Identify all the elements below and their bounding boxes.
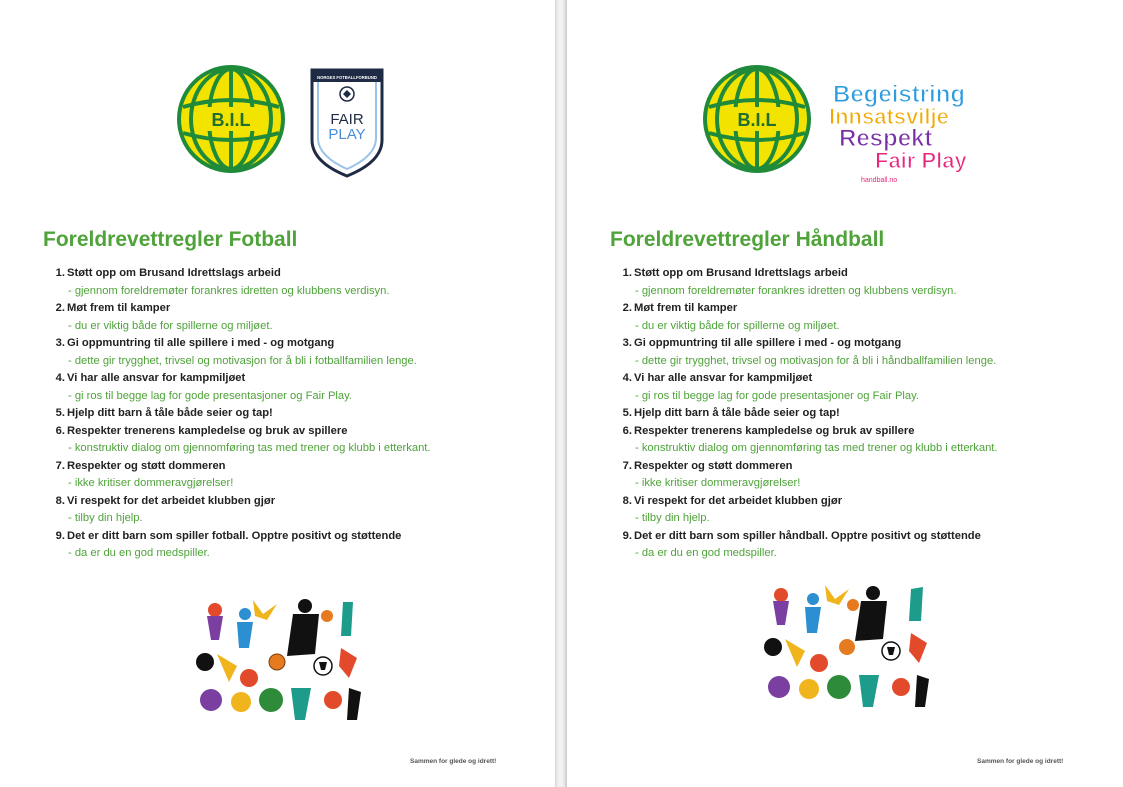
- rule-item: [619, 300, 1119, 335]
- handball-word-respekt: Respekt: [839, 125, 933, 152]
- rules-list: [52, 265, 552, 563]
- sports-collage-illustration: [193, 596, 363, 720]
- page-gutter: [555, 0, 567, 787]
- rule-number: 1.: [55, 267, 65, 279]
- handball-values-logo: [827, 80, 1007, 184]
- rule-number: 9.: [55, 529, 65, 542]
- rule-number: 1.: [622, 267, 632, 279]
- rule-heading: Gi oppmuntring til alle spillere i med - og motgang: [634, 337, 902, 349]
- rule-detail: - du er viktig både for spillerne og miljøet.: [635, 319, 840, 332]
- rule-detail: - gjennom foreldremøter forankres idretten og klubbens verdisyn.: [635, 284, 957, 297]
- rule-item: [52, 335, 552, 370]
- bil-logo-text: B.I.L: [211, 110, 251, 130]
- rule-heading: Hjelp ditt barn å tåle både seier og tap!: [67, 407, 273, 419]
- rule-detail: - ikke kritiser dommeravgjørelser!: [68, 477, 234, 489]
- rule-heading: Respekter trenerens kampledelse og bruk av spillere: [67, 424, 348, 437]
- rule-detail: - tilby din hjelp.: [68, 512, 143, 524]
- rule-item: [52, 405, 552, 423]
- rule-heading: Respekter trenerens kampledelse og bruk av spillere: [634, 424, 915, 437]
- rule-item: [619, 405, 1119, 423]
- page-handball: [567, 0, 1123, 787]
- rule-number: 6.: [622, 424, 632, 437]
- rule-item: [619, 493, 1119, 528]
- rule-number: 2.: [55, 302, 65, 314]
- rule-heading: Vi har alle ansvar for kampmiljøet: [634, 372, 813, 384]
- rule-detail: - dette gir trygghet, trivsel og motivasjon for å bli i håndballfamilien lenge.: [635, 354, 997, 367]
- rule-detail: - da er du en god medspiller.: [68, 547, 210, 559]
- rule-heading: Vi respekt for det arbeidet klubben gjør: [634, 494, 843, 507]
- footer-slogan: Sammen for glede og idrett!: [410, 758, 497, 765]
- page-title: Foreldrevettregler Håndball: [610, 228, 885, 251]
- sports-collage-illustration: [763, 583, 933, 707]
- rule-number: 5.: [622, 407, 632, 419]
- rule-detail: - tilby din hjelp.: [635, 512, 710, 524]
- fair-play-word-play: PLAY: [328, 126, 366, 143]
- rule-number: 6.: [55, 424, 65, 437]
- rule-heading: Det er ditt barn som spiller fotball. Opptre positivt og støttende: [67, 529, 402, 542]
- rule-item: [52, 265, 552, 300]
- rule-number: 7.: [55, 459, 65, 472]
- rule-item: [52, 423, 552, 458]
- rule-heading: Møt frem til kamper: [634, 302, 738, 314]
- fair-play-word-fair: FAIR: [330, 111, 364, 128]
- rule-item: [52, 493, 552, 528]
- rule-item: [619, 528, 1119, 563]
- rule-number: 4.: [622, 372, 632, 384]
- bil-logo-text: B.I.L: [737, 110, 777, 130]
- handball-word-begeistring: Begeistring: [833, 81, 966, 108]
- handball-site: handball.no: [861, 177, 898, 184]
- rule-item: [52, 370, 552, 405]
- rule-detail: - dette gir trygghet, trivsel og motivasjon for å bli i fotballfamilien lenge.: [68, 354, 417, 367]
- rule-heading: Vi respekt for det arbeidet klubben gjør: [67, 494, 276, 507]
- bil-club-logo: [701, 63, 813, 175]
- rule-number: 9.: [622, 529, 632, 542]
- rule-heading: Det er ditt barn som spiller håndball. Opptre positivt og støttende: [634, 529, 981, 542]
- footer-slogan: Sammen for glede og idrett!: [977, 758, 1064, 765]
- rule-detail: - gi ros til begge lag for gode presentasjoner og Fair Play.: [635, 389, 919, 402]
- rule-item: [619, 335, 1119, 370]
- fair-play-top-text: NORGES FOTBALLFORBUND: [317, 75, 377, 80]
- handball-word-innsatsvilje: Innsatsvilje: [829, 104, 949, 129]
- rule-detail: - gjennom foreldremøter forankres idretten og klubbens verdisyn.: [68, 284, 390, 297]
- rule-number: 3.: [55, 337, 65, 349]
- bil-club-logo: [175, 63, 287, 175]
- rule-number: 7.: [622, 459, 632, 472]
- rule-item: [52, 528, 552, 563]
- rules-list: [619, 265, 1119, 563]
- rule-detail: - du er viktig både for spillerne og miljøet.: [68, 319, 273, 332]
- rule-heading: Vi har alle ansvar for kampmiljøet: [67, 372, 246, 384]
- rule-number: 5.: [55, 407, 65, 419]
- rule-detail: - ikke kritiser dommeravgjørelser!: [635, 477, 801, 489]
- rule-number: 8.: [622, 494, 632, 507]
- fair-play-logo: [308, 66, 386, 178]
- rule-item: [619, 423, 1119, 458]
- rule-detail: - konstruktiv dialog om gjennomføring tas med trener og klubb i etterkant.: [635, 442, 998, 454]
- rule-number: 4.: [55, 372, 65, 384]
- rule-item: [619, 458, 1119, 493]
- rule-detail: - konstruktiv dialog om gjennomføring tas med trener og klubb i etterkant.: [68, 442, 431, 454]
- rule-item: [52, 458, 552, 493]
- rule-heading: Hjelp ditt barn å tåle både seier og tap!: [634, 407, 840, 419]
- rule-item: [619, 265, 1119, 300]
- rule-heading: Respekter og støtt dommeren: [634, 459, 793, 472]
- rule-heading: Støtt opp om Brusand Idrettslags arbeid: [634, 267, 848, 279]
- rule-heading: Støtt opp om Brusand Idrettslags arbeid: [67, 267, 281, 279]
- rule-number: 2.: [622, 302, 632, 314]
- handball-word-fair-play: Fair Play: [875, 148, 967, 173]
- rule-detail: - gi ros til begge lag for gode presentasjoner og Fair Play.: [68, 389, 352, 402]
- rule-item: [52, 300, 552, 335]
- rule-heading: Møt frem til kamper: [67, 302, 171, 314]
- page-fotball: [0, 0, 555, 787]
- rule-number: 3.: [622, 337, 632, 349]
- rule-number: 8.: [55, 494, 65, 507]
- rule-detail: - da er du en god medspiller.: [635, 547, 777, 559]
- rule-heading: Gi oppmuntring til alle spillere i med - og motgang: [67, 337, 335, 349]
- rule-item: [619, 370, 1119, 405]
- page-title: Foreldrevettregler Fotball: [43, 228, 298, 251]
- rule-heading: Respekter og støtt dommeren: [67, 459, 226, 472]
